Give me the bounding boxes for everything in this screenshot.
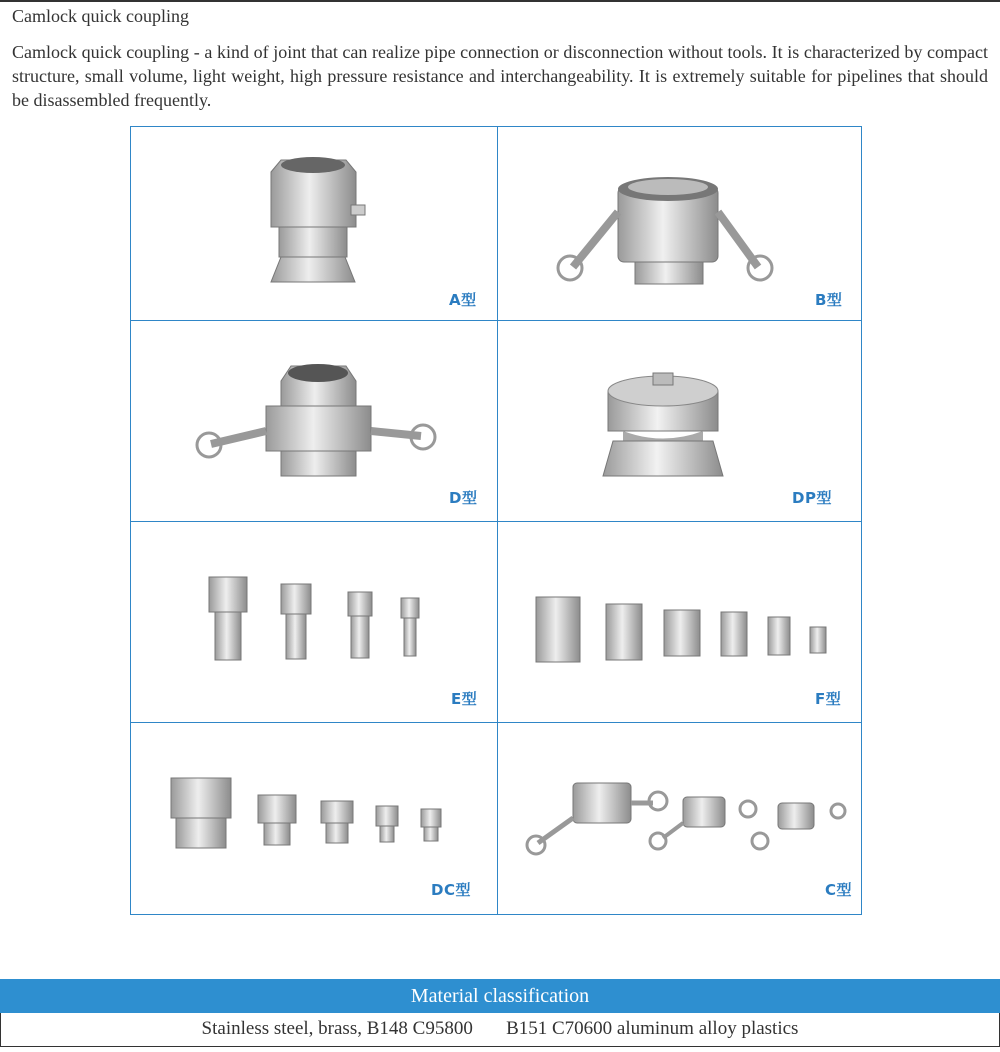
type-cell-dp — [498, 321, 863, 521]
type-cell-d — [131, 321, 497, 521]
coupling-f-image — [498, 522, 863, 722]
type-cell-a — [131, 127, 497, 320]
material-value: Stainless steel, brass, B148 C95800 B151 C70600 aluminum alloy plastics — [0, 1013, 1000, 1047]
coupling-c-image — [498, 723, 863, 915]
type-label-f: F型 — [815, 690, 842, 708]
description: Camlock quick coupling - a kind of joint that can realize pipe connection or disconnection without tools. It is characterized by compact structure, small volume, light weight, high pressure resistance and interchangeability. It is extremely suitable for pipelines that should be disassembled frequently. — [12, 42, 988, 110]
type-cell-b — [498, 127, 863, 320]
page-title: Camlock quick coupling — [12, 6, 189, 26]
type-label-e: E型 — [451, 690, 478, 708]
coupling-b-image — [498, 127, 863, 320]
type-cell-e — [131, 522, 497, 722]
material-heading: Material classification — [0, 979, 1000, 1013]
type-cell-c — [498, 723, 863, 915]
coupling-type-grid — [130, 126, 862, 915]
type-cell-f — [498, 522, 863, 722]
type-cell-dc — [131, 723, 497, 915]
type-label-b: B型 — [815, 291, 843, 309]
coupling-d-image — [131, 321, 497, 521]
type-label-a: A型 — [449, 291, 477, 309]
type-label-c: C型 — [825, 881, 853, 899]
coupling-a-image — [131, 127, 497, 320]
type-label-dp: DP型 — [792, 489, 832, 507]
top-rule — [0, 0, 1000, 2]
type-label-dc: DC型 — [431, 881, 471, 899]
type-label-d: D型 — [449, 489, 478, 507]
coupling-e-image — [131, 522, 497, 722]
